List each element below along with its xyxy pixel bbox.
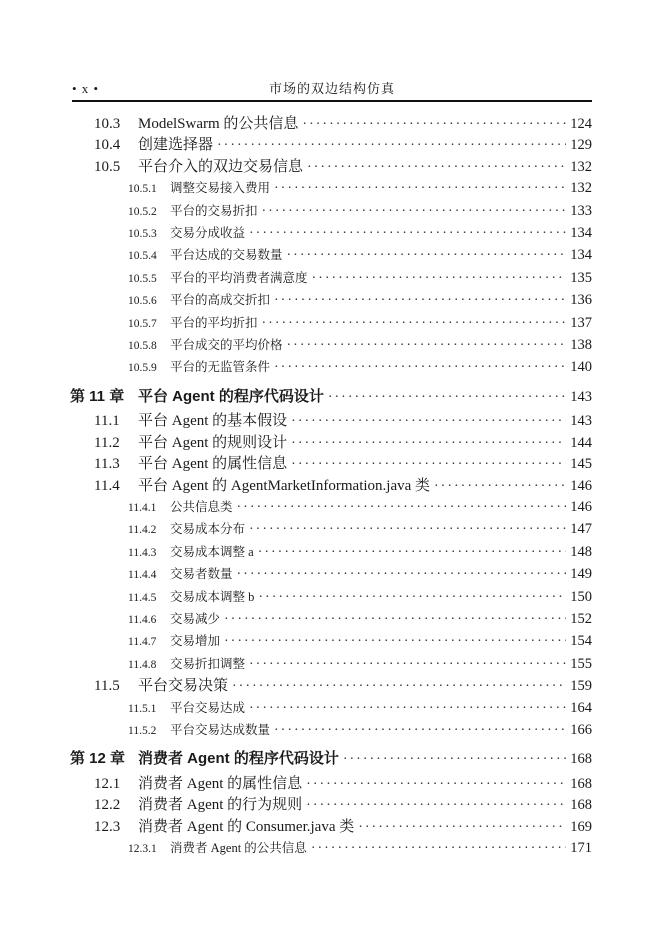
entry-page: 152 (570, 610, 592, 627)
toc-entry (128, 609, 592, 631)
entry-title: 消费者 Agent 的公共信息 (170, 841, 307, 855)
entry-page: 145 (570, 456, 592, 473)
toc-entry (128, 290, 592, 312)
dot-leader (224, 631, 566, 652)
toc-entry (128, 497, 592, 519)
entry-page: 146 (570, 498, 592, 515)
entry-number: 12.3.1 (128, 843, 157, 855)
dot-leader (291, 454, 566, 475)
entry-title: 平台介入的双边交易信息 (138, 158, 304, 175)
entry-number: 第 11 章 (70, 387, 125, 405)
entry-title: 交易折扣调整 (170, 656, 246, 671)
entry-number: 10.5.1 (128, 183, 157, 196)
toc-entry (94, 476, 592, 497)
toc-entry (128, 698, 592, 720)
entry-page: 143 (570, 388, 592, 405)
entry-title: 平台的交易折扣 (170, 203, 258, 218)
entry-title: 消费者 Agent 的 Consumer.java 类 (138, 818, 355, 835)
toc-entry (128, 519, 592, 541)
entry-page: 146 (570, 477, 592, 494)
dot-leader (312, 268, 566, 289)
header-rule (72, 100, 592, 102)
toc-entry (128, 564, 592, 586)
entry-number: 12.2 (94, 797, 121, 814)
dot-leader (249, 223, 566, 244)
entry-page: 132 (570, 180, 592, 197)
entry-number: 11.4.8 (128, 658, 157, 671)
dot-leader (274, 357, 566, 378)
entry-page: 132 (570, 158, 592, 175)
entry-page: 169 (570, 818, 592, 835)
entry-page: 133 (570, 202, 592, 219)
entry-page: 166 (570, 721, 592, 738)
toc-entry (128, 631, 592, 653)
entry-page: 171 (570, 840, 592, 856)
dot-leader (237, 564, 566, 585)
entry-number: 10.5.8 (128, 340, 157, 353)
entry-number: 10.4 (94, 137, 121, 154)
dot-leader (217, 135, 566, 156)
entry-number: 10.5.7 (128, 317, 157, 330)
entry-title: 平台的高成交折扣 (170, 293, 271, 308)
entry-title: ModelSwarm 的公共信息 (138, 116, 299, 132)
toc-entry (128, 268, 592, 290)
toc-entry (128, 587, 592, 609)
toc-entry (128, 245, 592, 267)
entry-page: 134 (570, 225, 592, 242)
dot-leader (249, 654, 566, 675)
dot-leader (237, 497, 566, 518)
toc-list (72, 114, 592, 860)
toc-entry (128, 335, 592, 357)
entry-title: 交易成本调整 a (170, 544, 254, 559)
entry-number: 10.5.9 (128, 362, 157, 375)
entry-number: 第 12 章 (70, 750, 126, 768)
entry-title: 交易成本调整 b (170, 589, 255, 604)
dot-leader (343, 749, 566, 770)
dot-leader (249, 519, 566, 540)
dot-leader (274, 290, 566, 311)
entry-number: 12.3 (94, 818, 121, 835)
entry-title: 公共信息类 (170, 499, 233, 514)
dot-leader (302, 114, 566, 135)
dot-leader (434, 476, 566, 497)
toc-entry (94, 433, 592, 454)
entry-number: 11.5 (94, 678, 120, 695)
entry-title: 创建选择器 (138, 137, 214, 154)
dot-leader (258, 542, 566, 563)
entry-title: 平台交易决策 (138, 678, 229, 695)
toc-entry (94, 774, 592, 795)
toc-entry (128, 654, 592, 676)
entry-number: 11.5.2 (128, 724, 157, 737)
entry-title: 平台的无监管条件 (170, 360, 271, 375)
entry-number: 11.2 (94, 434, 120, 451)
toc-entry (94, 676, 592, 697)
entry-page: 143 (570, 413, 592, 430)
entry-number: 11.3 (94, 456, 120, 473)
entry-number: 11.4.4 (128, 569, 157, 582)
toc-entry (94, 135, 592, 156)
entry-page: 164 (570, 699, 592, 716)
entry-number: 10.5.4 (128, 250, 157, 263)
entry-number: 11.4.7 (128, 636, 157, 649)
running-header (72, 80, 592, 97)
toc-entry (128, 357, 592, 379)
entry-number: 12.1 (94, 775, 121, 792)
entry-page: 140 (570, 359, 592, 376)
entry-page: 155 (570, 655, 592, 672)
entry-page: 168 (570, 797, 592, 814)
entry-title: 交易减少 (170, 611, 221, 626)
toc-entry (94, 454, 592, 475)
dot-leader (311, 838, 566, 859)
entry-number: 11.4.6 (128, 613, 157, 626)
toc-entry (128, 201, 592, 223)
dot-leader (291, 411, 566, 432)
book-title: 市场的双边结构仿真 (268, 81, 395, 96)
toc-entry (128, 178, 592, 200)
toc-entry (70, 386, 592, 408)
entry-title: 交易分成收益 (170, 226, 246, 241)
dot-leader (358, 817, 566, 838)
dot-leader (249, 698, 566, 719)
toc-entry (94, 795, 592, 816)
entry-page: 147 (570, 521, 592, 538)
dot-leader (258, 587, 566, 608)
entry-title: 交易者数量 (170, 567, 233, 582)
dot-leader (232, 676, 566, 697)
dot-leader (287, 335, 566, 356)
entry-page: 136 (570, 292, 592, 309)
entry-number: 11.4.5 (128, 591, 157, 604)
entry-number: 11.1 (94, 413, 120, 430)
toc-entry (128, 542, 592, 564)
entry-number: 10.3 (94, 116, 121, 132)
entry-number: 11.5.1 (128, 702, 157, 715)
dot-leader (287, 245, 566, 266)
entry-title: 调整交易接入费用 (170, 181, 271, 196)
dot-leader (274, 720, 566, 741)
entry-number: 10.5.2 (128, 205, 157, 218)
entry-title: 交易成本分布 (170, 522, 246, 537)
dot-leader (306, 774, 566, 795)
dot-leader (262, 313, 566, 334)
dot-leader (291, 433, 566, 454)
toc-entry (128, 720, 592, 742)
entry-title: 平台 Agent 的基本假设 (138, 413, 288, 430)
entry-title: 平台成交的平均价格 (170, 338, 283, 353)
entry-title: 平台的平均折扣 (170, 315, 258, 330)
toc-entry (94, 411, 592, 432)
entry-title: 消费者 Agent 的属性信息 (138, 775, 303, 792)
entry-page: 148 (570, 543, 592, 560)
toc-entry (128, 838, 592, 860)
entry-number: 11.4.3 (128, 546, 157, 559)
entry-page: 138 (570, 337, 592, 354)
entry-number: 10.5.3 (128, 228, 157, 241)
entry-title: 平台交易达成 (170, 700, 246, 715)
entry-number: 10.5 (94, 158, 121, 175)
entry-page: 137 (570, 314, 592, 331)
entry-page: 124 (570, 116, 592, 132)
dot-leader (306, 795, 566, 816)
entry-title: 平台达成的交易数量 (170, 248, 283, 263)
entry-title: 平台交易达成数量 (170, 722, 271, 737)
entry-page: 168 (570, 751, 592, 768)
dot-leader (224, 609, 566, 630)
entry-page: 154 (570, 633, 592, 650)
entry-page: 134 (570, 247, 592, 264)
toc-entry (70, 748, 592, 770)
entry-title: 消费者 Agent 的程序代码设计 (138, 750, 339, 768)
entry-title: 消费者 Agent 的行为规则 (138, 797, 303, 814)
toc-entry (94, 817, 592, 838)
entry-number: 11.4.2 (128, 524, 157, 537)
entry-title: 平台 Agent 的程序代码设计 (138, 387, 324, 405)
dot-leader (307, 157, 566, 178)
toc-entry (94, 114, 592, 135)
toc-entry (128, 223, 592, 245)
entry-page: 144 (570, 434, 592, 451)
entry-title: 平台的平均消费者满意度 (170, 270, 308, 285)
entry-page: 129 (570, 137, 592, 154)
entry-title: 平台 Agent 的属性信息 (138, 456, 288, 473)
dot-leader (328, 387, 566, 408)
page-content (72, 80, 592, 860)
page-number-roman: • x • (72, 81, 100, 96)
entry-title: 平台 Agent 的规则设计 (138, 434, 288, 451)
entry-title: 交易增加 (170, 634, 221, 649)
entry-number: 10.5.6 (128, 295, 157, 308)
entry-page: 135 (570, 269, 592, 286)
dot-leader (262, 201, 566, 222)
toc-entry (128, 313, 592, 335)
entry-number: 11.4 (94, 477, 120, 494)
toc-entry (94, 157, 592, 178)
entry-title: 平台 Agent 的 AgentMarketInformation.java 类 (138, 477, 431, 494)
entry-page: 150 (570, 588, 592, 605)
entry-number: 10.5.5 (128, 272, 157, 285)
dot-leader (274, 178, 566, 199)
entry-page: 168 (570, 775, 592, 792)
entry-page: 159 (570, 678, 592, 695)
entry-page: 149 (570, 566, 592, 583)
entry-number: 11.4.1 (128, 501, 157, 514)
